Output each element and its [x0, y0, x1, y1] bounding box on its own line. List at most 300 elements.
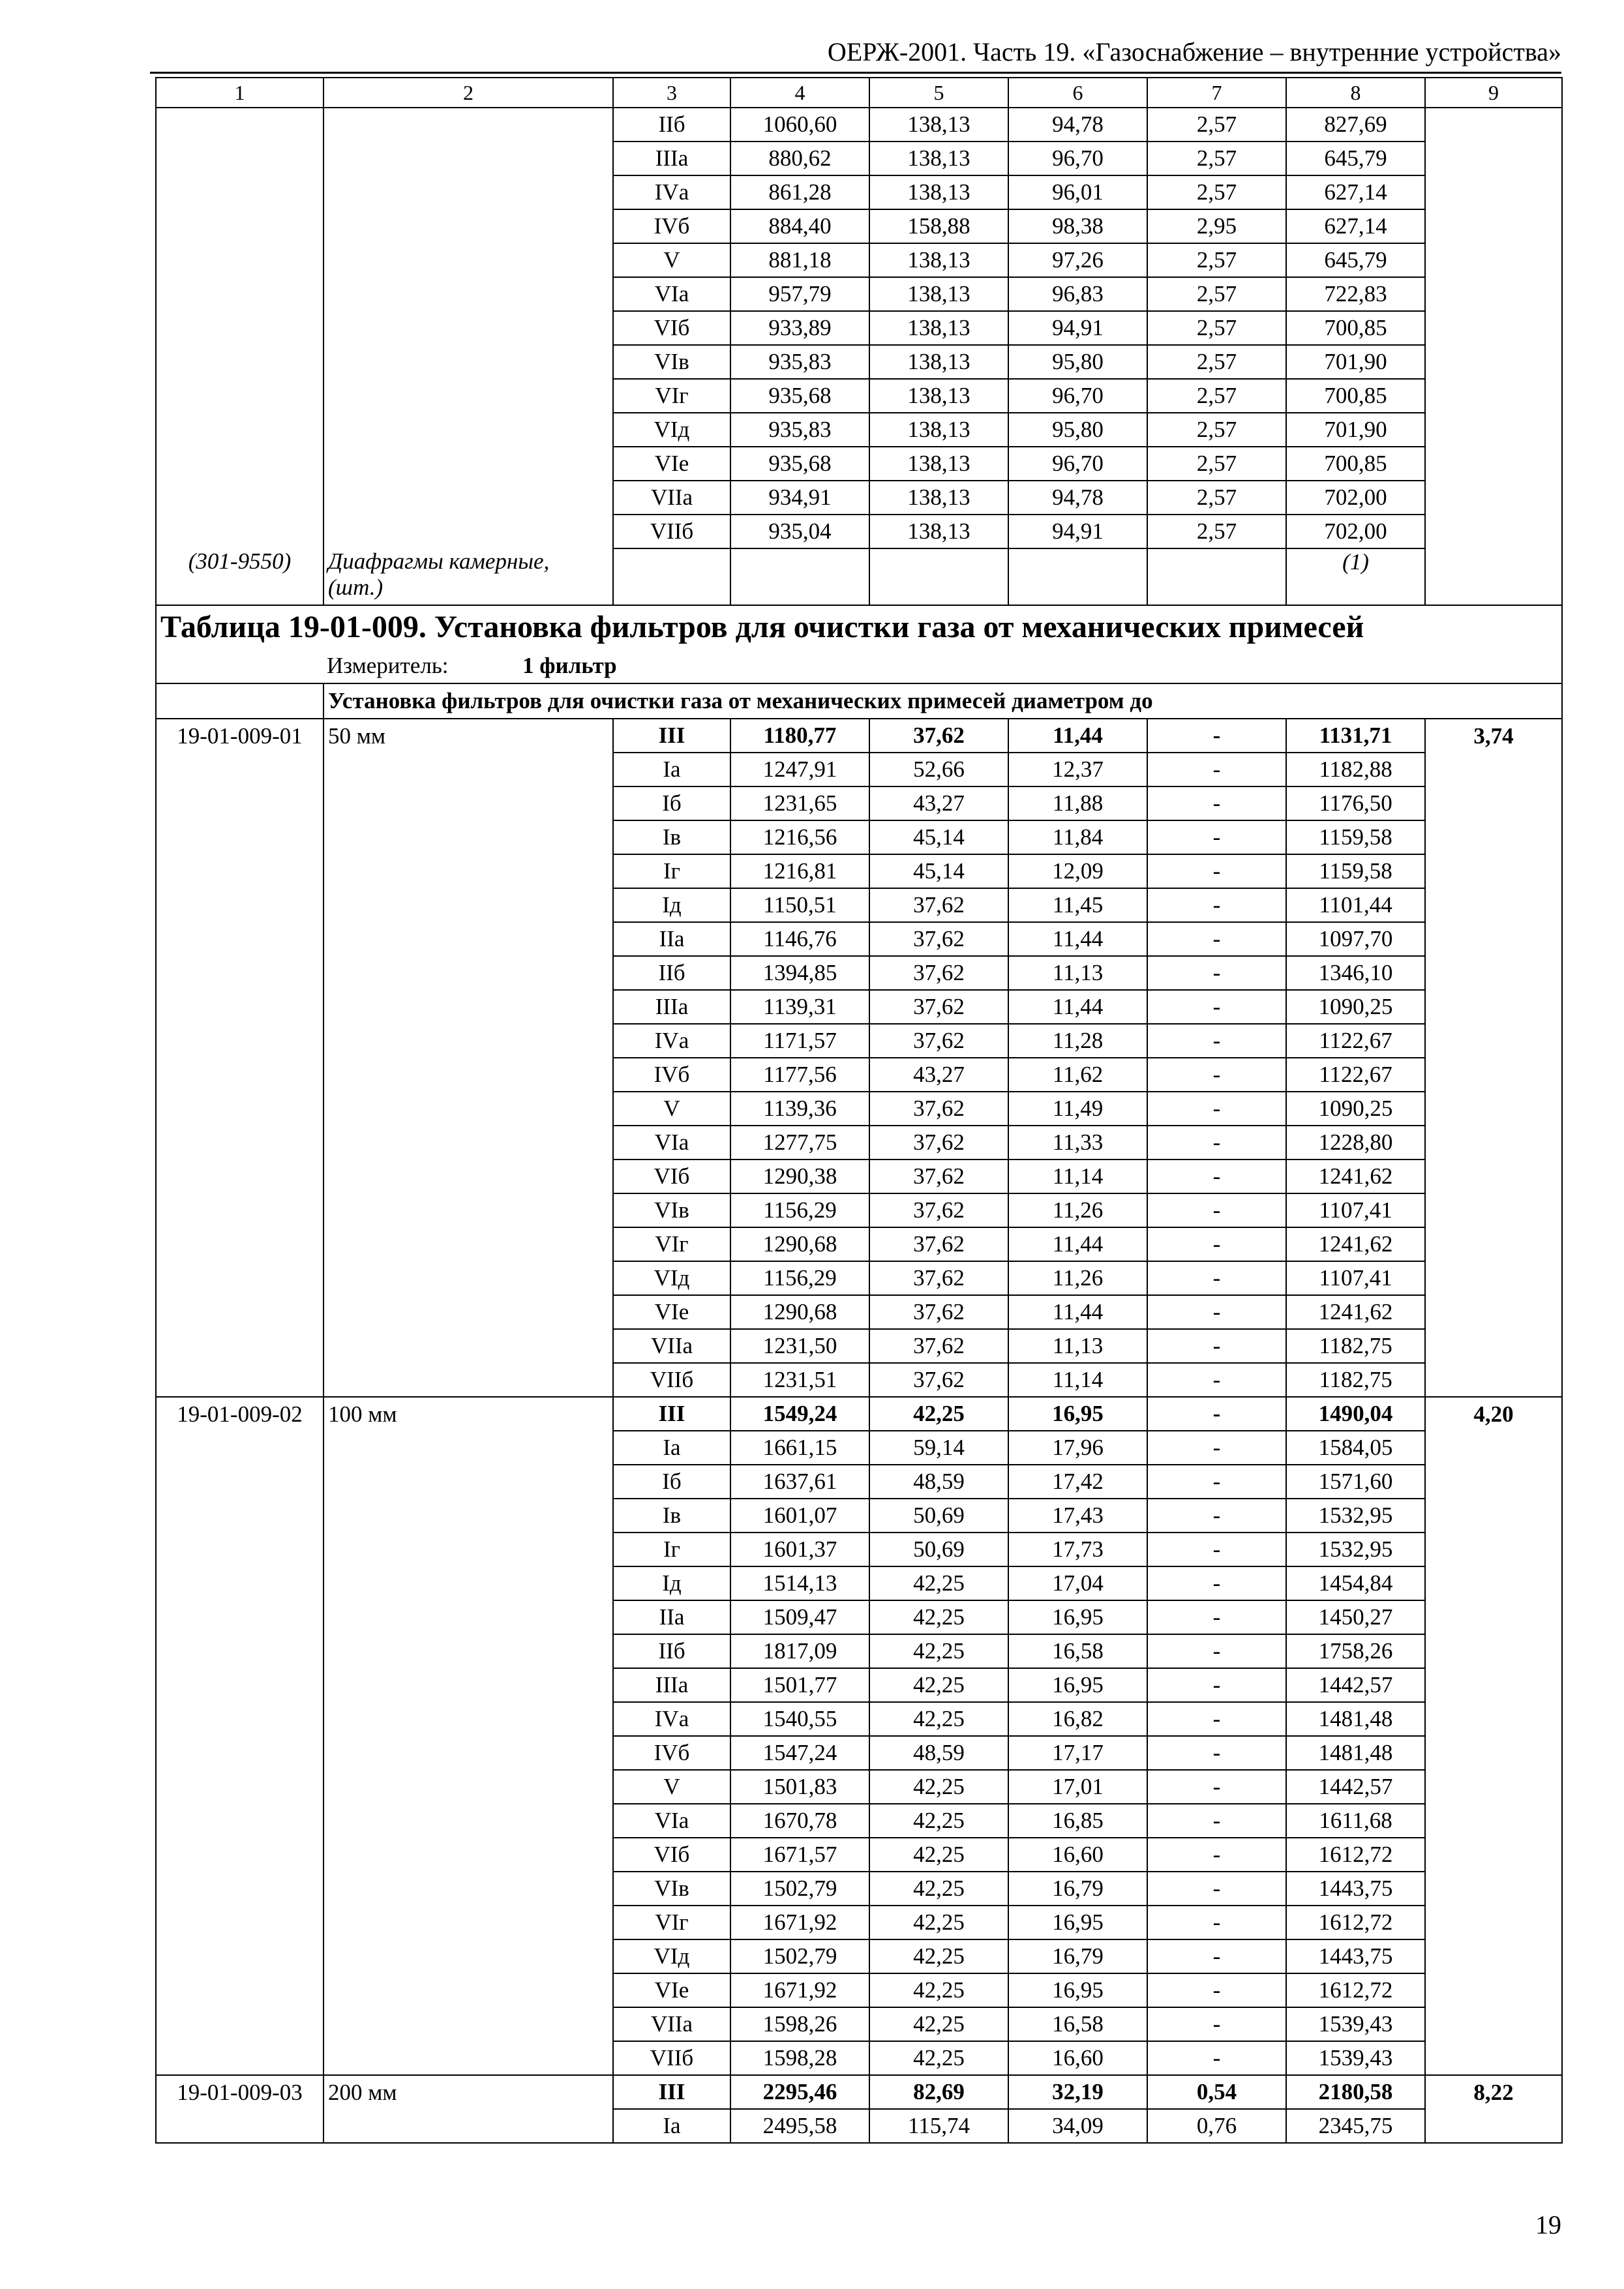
value-cell: 2495,58: [730, 2109, 869, 2143]
value-cell: 11,44: [1008, 719, 1147, 753]
value-cell: VIб: [613, 1838, 730, 1872]
table-row: [156, 922, 1562, 956]
code-cell: [156, 820, 323, 854]
note-cell: (1): [1286, 548, 1425, 605]
value-cell: Iв: [613, 820, 730, 854]
value-cell: IVа: [613, 1024, 730, 1058]
coef-cell: [1425, 990, 1562, 1024]
name-cell: [323, 481, 613, 515]
value-cell: -: [1147, 1634, 1286, 1668]
value-cell: -: [1147, 753, 1286, 786]
table-row: [156, 548, 1562, 605]
code-cell: [156, 1736, 323, 1770]
value-cell: 1443,75: [1286, 1939, 1425, 1973]
value-cell: VIв: [613, 1872, 730, 1906]
value-cell: 48,59: [869, 1465, 1008, 1499]
table-row: [156, 1058, 1562, 1092]
value-cell: IIб: [613, 1634, 730, 1668]
value-cell: V: [613, 1770, 730, 1804]
code-cell: [156, 1227, 323, 1261]
value-cell: 37,62: [869, 1329, 1008, 1363]
value-cell: 37,62: [869, 990, 1008, 1024]
section-heading: Установка фильтров для очистки газа от механических примесей диаметром до: [323, 683, 1562, 719]
name-cell: [323, 2007, 613, 2041]
table-row: [156, 175, 1562, 209]
value-cell: 59,14: [869, 1431, 1008, 1465]
value-cell: -: [1147, 1227, 1286, 1261]
value-cell: 16,95: [1008, 1397, 1147, 1431]
coef-cell: [1425, 447, 1562, 481]
column-number: 7: [1147, 78, 1286, 108]
table-row: [156, 1193, 1562, 1227]
coef-cell: [1425, 1465, 1562, 1499]
code-cell: [156, 277, 323, 311]
value-cell: 115,74: [869, 2109, 1008, 2143]
column-number: 1: [156, 78, 323, 108]
coef-cell: [1425, 1533, 1562, 1566]
name-cell: [323, 1668, 613, 1702]
name-cell: 100 мм: [323, 1397, 613, 1431]
code-cell: [156, 447, 323, 481]
value-cell: 95,80: [1008, 413, 1147, 447]
value-cell: -: [1147, 1533, 1286, 1566]
name-cell: [323, 1973, 613, 2007]
value-cell: VIд: [613, 413, 730, 447]
coef-cell: [1425, 1770, 1562, 1804]
code-cell: [156, 311, 323, 345]
table-row: [156, 1872, 1562, 1906]
value-cell: 1490,04: [1286, 1397, 1425, 1431]
coef-cell: [1425, 1363, 1562, 1397]
name-cell: [323, 175, 613, 209]
coef-cell: [1425, 1939, 1562, 1973]
value-cell: 37,62: [869, 1363, 1008, 1397]
value-cell: 1159,58: [1286, 854, 1425, 888]
value-cell: -: [1147, 990, 1286, 1024]
value-cell: 16,85: [1008, 1804, 1147, 1838]
value-cell: III: [613, 719, 730, 753]
value-cell: 1180,77: [730, 719, 869, 753]
code-cell: [156, 854, 323, 888]
value-cell: III: [613, 2075, 730, 2109]
table-row: [156, 1600, 1562, 1634]
table-row: [156, 2075, 1562, 2109]
value-cell: 1481,48: [1286, 1736, 1425, 1770]
value-cell: 935,68: [730, 447, 869, 481]
table-row: [156, 1973, 1562, 2007]
value-cell: 94,91: [1008, 311, 1147, 345]
value-cell: 1216,56: [730, 820, 869, 854]
value-cell: -: [1147, 1363, 1286, 1397]
coef-cell: [1425, 345, 1562, 379]
table-row: [156, 1227, 1562, 1261]
value-cell: 861,28: [730, 175, 869, 209]
value-cell: -: [1147, 1431, 1286, 1465]
value-cell: 37,62: [869, 1159, 1008, 1193]
meter-row: [156, 649, 1562, 683]
value-cell: -: [1147, 1092, 1286, 1126]
code-cell: [156, 1261, 323, 1295]
coef-cell: [1425, 1702, 1562, 1736]
value-cell: VIг: [613, 1906, 730, 1939]
value-cell: -: [1147, 1736, 1286, 1770]
value-cell: 42,25: [869, 1600, 1008, 1634]
value-cell: VIг: [613, 1227, 730, 1261]
name-cell: [323, 753, 613, 786]
coef-cell: [1425, 1634, 1562, 1668]
value-cell: -: [1147, 1058, 1286, 1092]
column-number: 8: [1286, 78, 1425, 108]
value-cell: VIIб: [613, 1363, 730, 1397]
value-cell: 1122,67: [1286, 1058, 1425, 1092]
value-cell: 11,84: [1008, 820, 1147, 854]
coef-cell: [1425, 820, 1562, 854]
name-cell: [323, 1295, 613, 1329]
value-cell: 1139,31: [730, 990, 869, 1024]
value-cell: 1598,28: [730, 2041, 869, 2075]
value-cell: 1509,47: [730, 1600, 869, 1634]
value-cell: -: [1147, 1499, 1286, 1533]
value-cell: 17,73: [1008, 1533, 1147, 1566]
table-row: [156, 345, 1562, 379]
value-cell: 2295,46: [730, 2075, 869, 2109]
coef-cell: [1425, 142, 1562, 175]
value-cell: 45,14: [869, 854, 1008, 888]
table-row: [156, 1736, 1562, 1770]
value-cell: 1107,41: [1286, 1193, 1425, 1227]
value-cell: 94,78: [1008, 108, 1147, 142]
value-cell: 1454,84: [1286, 1566, 1425, 1600]
value-cell: -: [1147, 1906, 1286, 1939]
name-cell: [323, 1363, 613, 1397]
value-cell: 1097,70: [1286, 922, 1425, 956]
value-cell: 16,79: [1008, 1872, 1147, 1906]
value-cell: 1539,43: [1286, 2041, 1425, 2075]
value-cell: IIIа: [613, 1668, 730, 1702]
value-cell: -: [1147, 1193, 1286, 1227]
coef-cell: [1425, 1668, 1562, 1702]
value-cell: 1290,68: [730, 1227, 869, 1261]
value-cell: 138,13: [869, 345, 1008, 379]
value-cell: 1661,15: [730, 1431, 869, 1465]
meter-label: Измеритель:: [327, 653, 449, 678]
value-cell: 11,45: [1008, 888, 1147, 922]
value-cell: 37,62: [869, 1024, 1008, 1058]
value-cell: 1442,57: [1286, 1668, 1425, 1702]
value-cell: -: [1147, 1770, 1286, 1804]
value-cell: 1247,91: [730, 753, 869, 786]
value-cell: 884,40: [730, 209, 869, 243]
name-cell: [323, 277, 613, 311]
coef-cell: [1425, 1024, 1562, 1058]
value-cell: 32,19: [1008, 2075, 1147, 2109]
table-title: Таблица 19-01-009. Установка фильтров для очистки газа от механических примесей: [156, 605, 1562, 649]
value-cell: 2180,58: [1286, 2075, 1425, 2109]
value-cell: -: [1147, 1702, 1286, 1736]
name-cell: [323, 1465, 613, 1499]
value-cell: 11,13: [1008, 1329, 1147, 1363]
value-cell: 1060,60: [730, 108, 869, 142]
value-cell: Iа: [613, 753, 730, 786]
table-row: [156, 243, 1562, 277]
name-cell: [323, 447, 613, 481]
value-cell: 37,62: [869, 719, 1008, 753]
value-cell: 1090,25: [1286, 990, 1425, 1024]
code-cell: 19-01-009-02: [156, 1397, 323, 1431]
code-cell: [156, 1770, 323, 1804]
value-cell: -: [1147, 1600, 1286, 1634]
table-row: [156, 1838, 1562, 1872]
code-cell: [156, 1566, 323, 1600]
value-cell: IIб: [613, 108, 730, 142]
value-cell: 50,69: [869, 1499, 1008, 1533]
value-cell: -: [1147, 1668, 1286, 1702]
value-cell: 11,44: [1008, 1227, 1147, 1261]
value-cell: 702,00: [1286, 481, 1425, 515]
value-cell: 37,62: [869, 1193, 1008, 1227]
value-cell: 1571,60: [1286, 1465, 1425, 1499]
table-row: [156, 1397, 1562, 1431]
coef-cell: [1425, 1906, 1562, 1939]
code-cell: [156, 1465, 323, 1499]
empty-cell: [613, 548, 730, 605]
name-cell: [323, 990, 613, 1024]
code-cell: [156, 481, 323, 515]
coef-cell: [1425, 1126, 1562, 1159]
value-cell: -: [1147, 2007, 1286, 2041]
coef-cell: [1425, 1973, 1562, 2007]
value-cell: 1146,76: [730, 922, 869, 956]
table-row: [156, 1533, 1562, 1566]
value-cell: 1156,29: [730, 1193, 869, 1227]
coef-cell: [1425, 2007, 1562, 2041]
value-cell: 11,26: [1008, 1261, 1147, 1295]
name-cell: [323, 888, 613, 922]
code-cell: [156, 1973, 323, 2007]
value-cell: 1241,62: [1286, 1227, 1425, 1261]
code-cell: 19-01-009-03: [156, 2075, 323, 2109]
value-cell: VIIб: [613, 515, 730, 548]
table-row: [156, 1566, 1562, 1600]
value-cell: 2,57: [1147, 311, 1286, 345]
value-cell: VIд: [613, 1261, 730, 1295]
name-cell: 200 мм: [323, 2075, 613, 2109]
coef-cell: [1425, 1804, 1562, 1838]
code-cell: [156, 1668, 323, 1702]
value-cell: VIв: [613, 345, 730, 379]
coef-cell: [1425, 888, 1562, 922]
name-cell: [323, 1770, 613, 1804]
column-number: 3: [613, 78, 730, 108]
value-cell: 50,69: [869, 1533, 1008, 1566]
value-cell: 1182,75: [1286, 1329, 1425, 1363]
value-cell: 1532,95: [1286, 1533, 1425, 1566]
value-cell: 2,57: [1147, 481, 1286, 515]
value-cell: 138,13: [869, 481, 1008, 515]
value-cell: 1277,75: [730, 1126, 869, 1159]
code-cell: [156, 243, 323, 277]
value-cell: 16,79: [1008, 1939, 1147, 1973]
name-cell: [323, 1702, 613, 1736]
value-cell: 16,82: [1008, 1702, 1147, 1736]
value-cell: -: [1147, 956, 1286, 990]
coef-cell: [1425, 243, 1562, 277]
value-cell: 1612,72: [1286, 1838, 1425, 1872]
value-cell: 1159,58: [1286, 820, 1425, 854]
code-cell: [156, 786, 323, 820]
value-cell: 2,57: [1147, 108, 1286, 142]
name-cell: [323, 1329, 613, 1363]
value-cell: 1176,50: [1286, 786, 1425, 820]
value-cell: 16,95: [1008, 1906, 1147, 1939]
coef-cell: [1425, 1058, 1562, 1092]
name-cell: [323, 142, 613, 175]
value-cell: VIIа: [613, 2007, 730, 2041]
value-cell: 43,27: [869, 786, 1008, 820]
value-cell: 17,01: [1008, 1770, 1147, 1804]
value-cell: 17,43: [1008, 1499, 1147, 1533]
code-cell: [156, 1295, 323, 1329]
value-cell: 138,13: [869, 311, 1008, 345]
coef-cell: [1425, 2041, 1562, 2075]
name-cell: [323, 209, 613, 243]
value-cell: -: [1147, 1329, 1286, 1363]
value-cell: 11,13: [1008, 956, 1147, 990]
value-cell: 1540,55: [730, 1702, 869, 1736]
value-cell: 37,62: [869, 1295, 1008, 1329]
name-cell: [323, 820, 613, 854]
value-cell: 138,13: [869, 515, 1008, 548]
value-cell: 42,25: [869, 1804, 1008, 1838]
value-cell: 2,57: [1147, 379, 1286, 413]
value-cell: 16,58: [1008, 1634, 1147, 1668]
value-cell: 1443,75: [1286, 1872, 1425, 1906]
coef-cell: [1425, 108, 1562, 142]
value-cell: 1817,09: [730, 1634, 869, 1668]
value-cell: 1502,79: [730, 1872, 869, 1906]
coef-cell: [1425, 1159, 1562, 1193]
empty-cell: [1008, 548, 1147, 605]
name-cell: [323, 1804, 613, 1838]
value-cell: 935,83: [730, 345, 869, 379]
value-cell: 96,70: [1008, 379, 1147, 413]
name-cell: Диафрагмы камерные, (шт.): [323, 548, 613, 605]
rates-table: [155, 77, 1563, 2144]
value-cell: IIIа: [613, 142, 730, 175]
table-row: [156, 515, 1562, 548]
value-cell: 957,79: [730, 277, 869, 311]
value-cell: 42,25: [869, 1906, 1008, 1939]
value-cell: Iд: [613, 1566, 730, 1600]
name-cell: [323, 345, 613, 379]
table-row: [156, 1804, 1562, 1838]
name-cell: [323, 1533, 613, 1566]
code-cell: [156, 1024, 323, 1058]
value-cell: 934,91: [730, 481, 869, 515]
value-cell: 1442,57: [1286, 1770, 1425, 1804]
empty-cell: [156, 683, 323, 719]
value-cell: 138,13: [869, 142, 1008, 175]
value-cell: 701,90: [1286, 413, 1425, 447]
code-cell: [156, 956, 323, 990]
value-cell: IIа: [613, 922, 730, 956]
value-cell: 37,62: [869, 1092, 1008, 1126]
value-cell: 42,25: [869, 1634, 1008, 1668]
coef-cell: [1425, 1566, 1562, 1600]
value-cell: 701,90: [1286, 345, 1425, 379]
value-cell: 45,14: [869, 820, 1008, 854]
value-cell: Iа: [613, 2109, 730, 2143]
name-cell: [323, 243, 613, 277]
table-row: [156, 719, 1562, 753]
value-cell: 2,57: [1147, 413, 1286, 447]
value-cell: 1584,05: [1286, 1431, 1425, 1465]
value-cell: 1131,71: [1286, 719, 1425, 753]
value-cell: 1611,68: [1286, 1804, 1425, 1838]
value-cell: 52,66: [869, 753, 1008, 786]
value-cell: 42,25: [869, 1668, 1008, 1702]
value-cell: 645,79: [1286, 243, 1425, 277]
table-row: [156, 1465, 1562, 1499]
coef-cell: [1425, 1736, 1562, 1770]
value-cell: VIе: [613, 1295, 730, 1329]
table-row: [156, 1770, 1562, 1804]
name-cell: [323, 1566, 613, 1600]
value-cell: 1514,13: [730, 1566, 869, 1600]
code-cell: [156, 515, 323, 548]
meter-value: 1 фильтр: [522, 653, 617, 678]
coef-cell: [1425, 1092, 1562, 1126]
value-cell: 16,95: [1008, 1973, 1147, 2007]
value-cell: -: [1147, 1566, 1286, 1600]
name-cell: [323, 956, 613, 990]
code-cell: [156, 345, 323, 379]
column-number: 9: [1425, 78, 1562, 108]
table-row: [156, 1092, 1562, 1126]
value-cell: 138,13: [869, 243, 1008, 277]
value-cell: 1150,51: [730, 888, 869, 922]
table-row: [156, 956, 1562, 990]
value-cell: 94,91: [1008, 515, 1147, 548]
value-cell: 42,25: [869, 1397, 1008, 1431]
table-row: [156, 1126, 1562, 1159]
name-cell: [323, 379, 613, 413]
code-cell: [156, 1634, 323, 1668]
value-cell: 16,58: [1008, 2007, 1147, 2041]
value-cell: -: [1147, 1838, 1286, 1872]
value-cell: VIIб: [613, 2041, 730, 2075]
section-row: [156, 683, 1562, 719]
value-cell: 1598,26: [730, 2007, 869, 2041]
coef-cell: [1425, 854, 1562, 888]
value-cell: 43,27: [869, 1058, 1008, 1092]
table-row: [156, 2109, 1562, 2143]
value-cell: 1171,57: [730, 1024, 869, 1058]
table-row: [156, 277, 1562, 311]
value-cell: 935,04: [730, 515, 869, 548]
value-cell: 1450,27: [1286, 1600, 1425, 1634]
table-title-row: [156, 605, 1562, 649]
name-cell: [323, 2109, 613, 2143]
value-cell: Iд: [613, 888, 730, 922]
value-cell: 935,68: [730, 379, 869, 413]
value-cell: 16,60: [1008, 1838, 1147, 1872]
value-cell: -: [1147, 1159, 1286, 1193]
value-cell: 1241,62: [1286, 1295, 1425, 1329]
name-cell: [323, 1126, 613, 1159]
value-cell: VIд: [613, 1939, 730, 1973]
value-cell: 2,57: [1147, 243, 1286, 277]
